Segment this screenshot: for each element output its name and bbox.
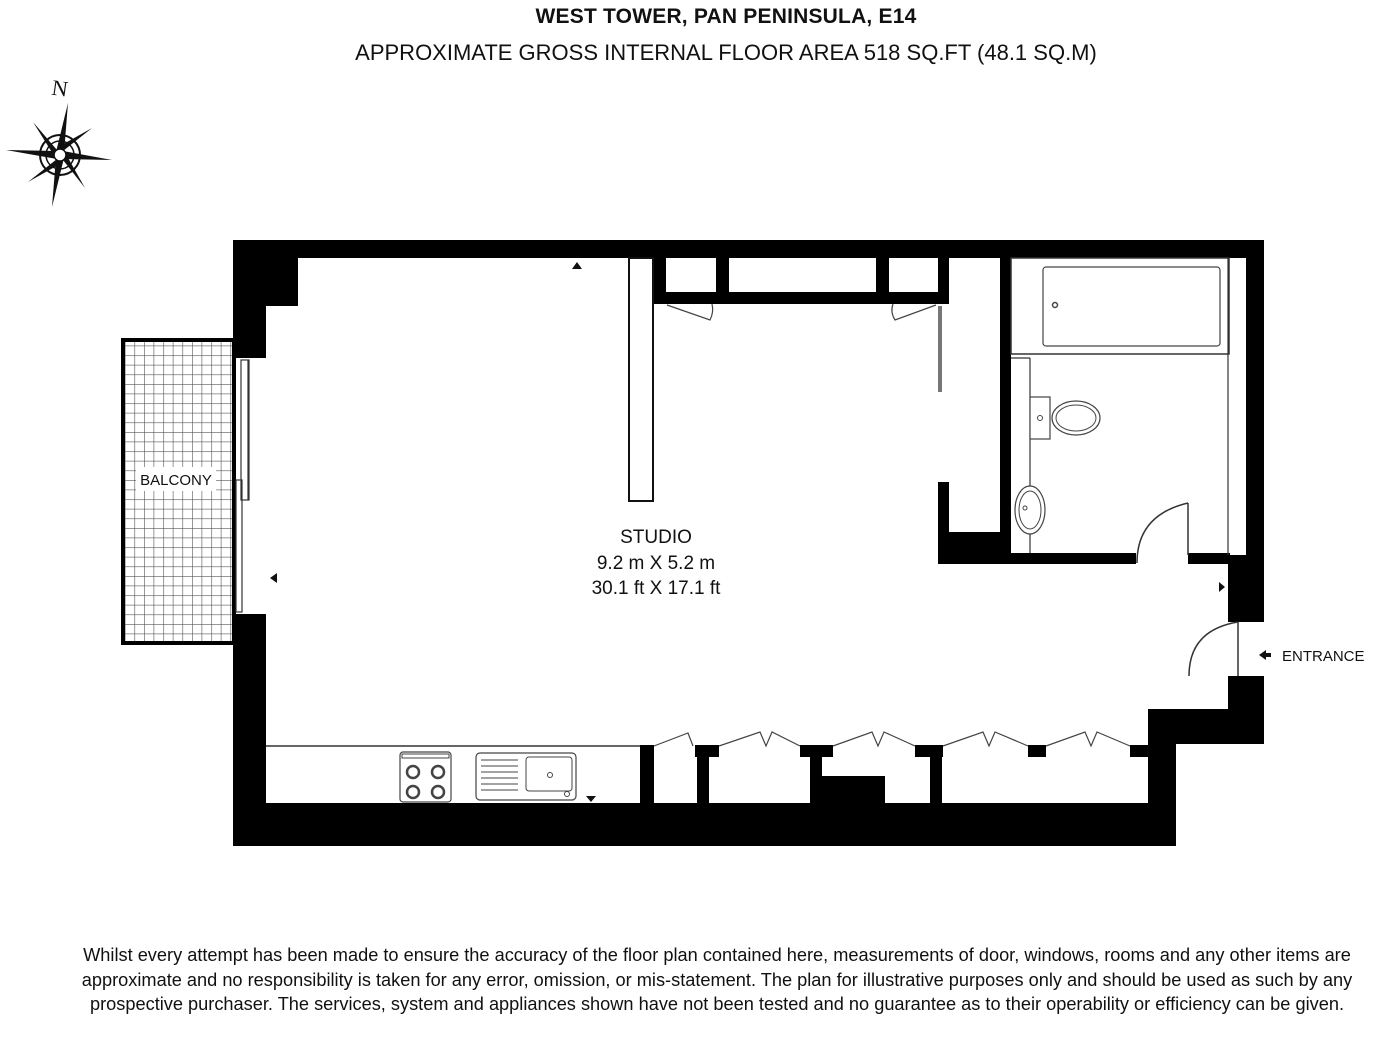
toilet-cistern	[1030, 397, 1050, 439]
wardrobe-doors-bottom	[654, 732, 1130, 746]
bathroom	[1011, 258, 1229, 563]
partition-column	[629, 258, 653, 501]
studio-name: STUDIO	[620, 527, 692, 548]
entrance-door	[1189, 622, 1238, 676]
plan-title: WEST TOWER, PAN PENINSULA, E14	[535, 5, 917, 28]
studio-room-label	[592, 527, 722, 599]
floor-area-subtitle: APPROXIMATE GROSS INTERNAL FLOOR AREA 518 SQ.FT (48.1 SQ.M)	[355, 40, 1097, 65]
studio-dim-imperial: 30.1 ft X 17.1 ft	[591, 578, 721, 599]
wardrobe-doors-top	[667, 304, 936, 320]
compass-rose-icon	[6, 75, 112, 207]
window-lines	[236, 360, 249, 612]
studio-dim-metric: 9.2 m X 5.2 m	[596, 553, 716, 574]
entrance-label: ENTRANCE	[1282, 648, 1365, 665]
balcony	[121, 338, 236, 645]
kitchen-counter	[266, 746, 640, 802]
north-label: N	[50, 74, 70, 102]
balcony-label: BALCONY	[140, 472, 212, 489]
disclaimer-text: Whilst every attempt has been made to ensure the accuracy of the floor plan contained here, measurements of door, windows, rooms and any other items are approximate and no responsibility is taken for any error, omission, or mis-statement. The plan for illustrative purposes only and should be used as such by any prospective purchaser. The services, system and appliances shown have not been tested and no guarantee as to their operability or efficiency can be given.	[81, 945, 1353, 1014]
entrance-arrow-icon	[1259, 650, 1271, 660]
